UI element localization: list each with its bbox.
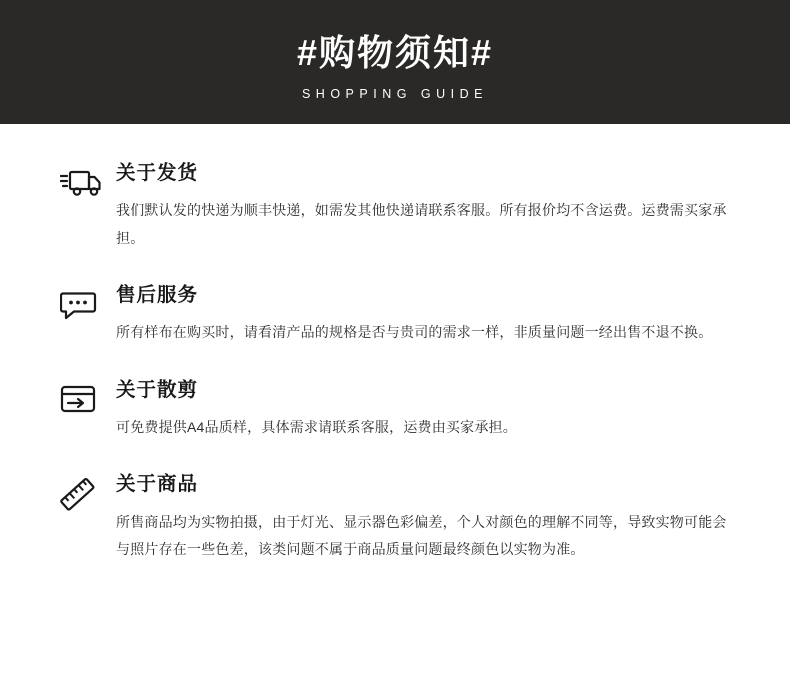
section-title: 关于发货 [116,162,199,184]
guide-section-after-sales [0,284,790,347]
chat-bubble-icon [60,284,116,322]
page-banner [0,0,790,124]
guide-section-body [116,284,735,347]
guide-section-body [116,162,735,252]
section-title: 关于散剪 [116,378,199,401]
scissors-cut-icon [60,379,116,417]
section-text: 所有样布在购买时，请看清产品的规格是否与贵司的需求一样，非质量问题一经出售不退不换。 [116,324,713,341]
guide-section-product [0,473,790,563]
guide-section-body [116,473,735,563]
guide-section-cutting [0,379,790,442]
truck-icon [60,162,116,200]
guide-sections [0,124,790,563]
section-title: 售后服务 [116,283,199,306]
guide-section-shipping [0,162,790,252]
section-title: 关于商品 [116,473,199,496]
guide-section-body [116,379,735,442]
page-subtitle: SHOPPING GUIDE [301,86,489,101]
section-text: 可免费提供A4品质样，具体需求请联系客服，运费由买家承担。 [116,419,517,436]
ruler-icon [60,473,116,513]
section-text: 所售商品均为实物拍摄，由于灯光、显示器色彩偏差，个人对颜色的理解不同等，导致实物可能会与照片存在一些色差，该类问题不属于商品质量问题最终颜色以实物为准。 [116,513,727,558]
section-text: 我们默认发的快递为顺丰快递，如需发其他快递请联系客服。所有报价均不含运费。运费需买家承担。 [116,202,727,246]
page-title: #购物须知# [296,32,494,74]
